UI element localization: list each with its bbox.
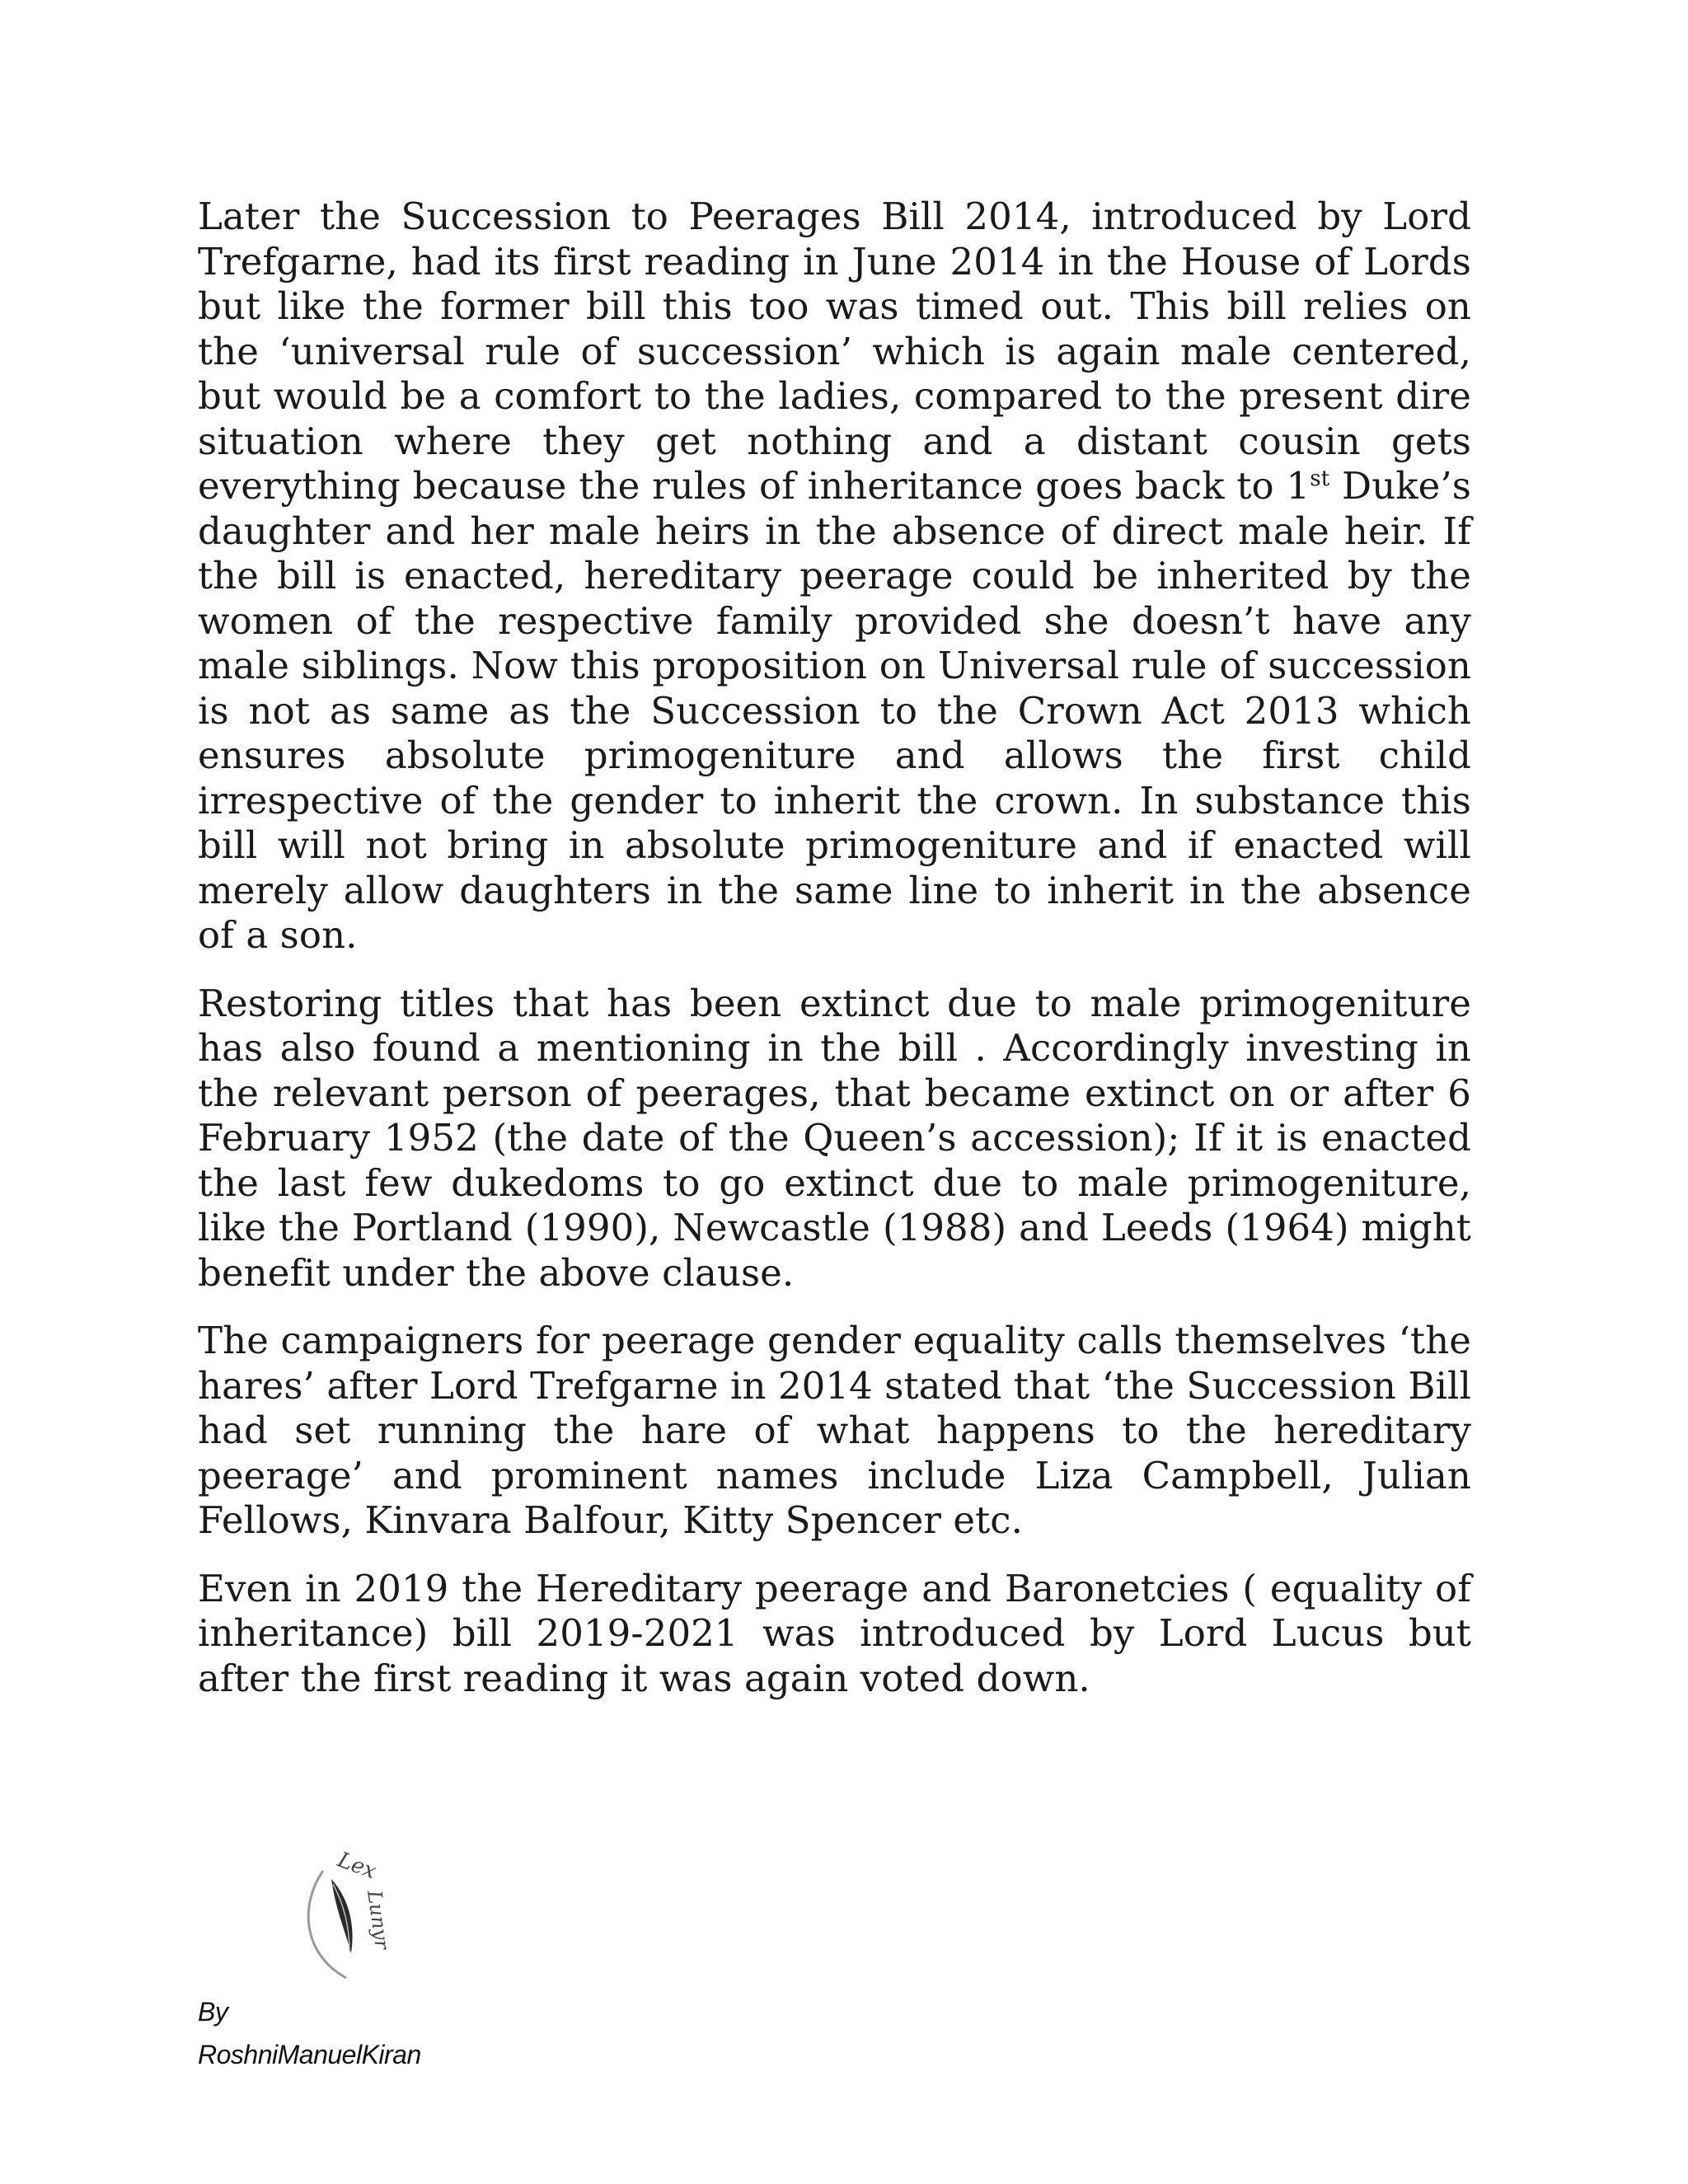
ordinal-suffix: st: [1310, 466, 1330, 491]
paragraph-2019-bill: Even in 2019 the Hereditary peerage and Baronetcies ( equality of inheritance) bill 2019-2021 was introduced by Lord Lucus but after the first reading it was again voted down.: [198, 1566, 1471, 1700]
quill-pen-icon: [297, 1846, 420, 1986]
logo-text-top: Lex: [334, 1847, 380, 1885]
document-body: [198, 194, 1471, 1724]
paragraph-restoring-titles: Restoring titles that has been extinct due to male primogeniture has also found a mentioning in the bill . Accordingly investing in the relevant person of peerages, that became extinct on or after 6 February 1952 (the date of the Queen’s accession); If it is enacted the last few dukedoms to go extinct due to male primogeniture, like the Portland (1990), Newcastle (1988) and Leeds (1964) might benefit under the above clause.: [198, 981, 1471, 1295]
paragraph-text-part: Duke’s daughter and her male heirs in the absence of direct male heir. If the bill is enacted, hereditary peerage could be inherited by the women of the respective family provided she doesn’t have any male siblings. Now this proposition on Universal rule of succession is not as same as the Succession to the Crown Act 2013 which ensures absolute primogeniture and allows the first child irrespective of the gender to inherit the crown. In substance this bill will not bring in absolute primogeniture and if enacted will merely allow daughters in the same line to inherit in the absence of a son.: [198, 464, 1471, 957]
paragraph-campaigners: The campaigners for peerage gender equality calls themselves ‘the hares’ after Lord Trefgarne in 2014 stated that ‘the Succession Bill had set running the hare of what happens to the hereditary peerage’ and prominent names include Liza Campbell, Julian Fellows, Kinvara Balfour, Kitty Spencer etc.: [198, 1319, 1471, 1542]
byline: [198, 1990, 421, 2076]
byline-author: RoshniManuelKiran: [198, 2040, 421, 2069]
byline-by: By: [198, 1997, 228, 2027]
paragraph-succession-bill-2014: [198, 194, 1471, 958]
paragraph-text-part: Later the Succession to Peerages Bill 2014, introduced by Lord Trefgarne, had its first reading in June 2014 in the House of Lords but like the former bill this too was timed out. This bill relies on the ‘universal rule of succession’ which is again male centered, but would be a comfort to the ladies, compared to the present dire situation where they get nothing and a distant cousin gets everything because the rules of inheritance goes back to 1: [198, 194, 1471, 508]
logo-text-bottom: Lunyr: [363, 1888, 394, 1952]
lex-logo: [297, 1846, 420, 1986]
